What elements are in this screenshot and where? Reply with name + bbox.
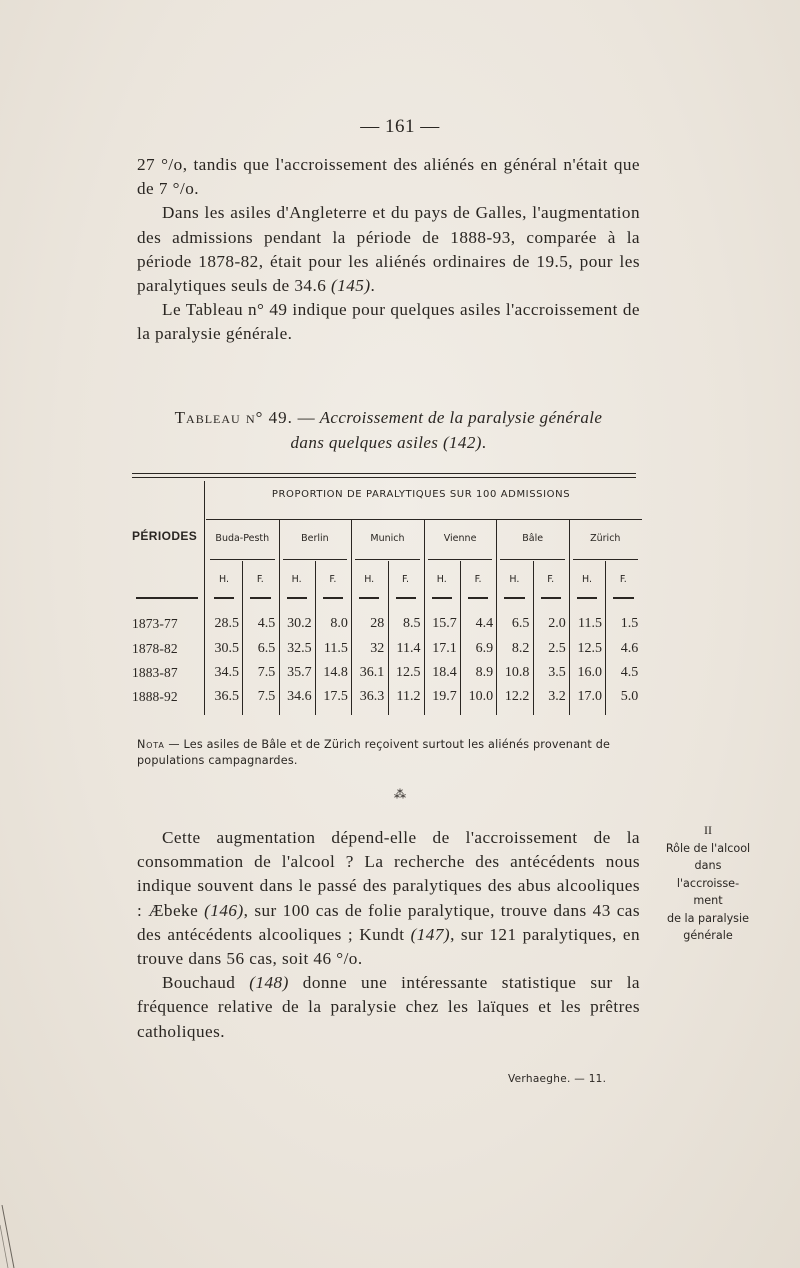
cell-r3-c1: 34.5 — [214, 665, 239, 680]
cell-r1-c3: 30.2 — [287, 616, 312, 631]
city-header-3: Munich — [370, 533, 405, 544]
cell-r3-c11: 16.0 — [577, 665, 602, 680]
sex-label-1: H. — [219, 574, 229, 585]
periods-header: PÉRIODES — [132, 529, 198, 543]
paragraph-4-text-a: Cette augmentation dépend-elle de l'accroissement de la consommation de l'alcool ? La recherche des antécédents nous indique souvent dans le passé des paralytiques des abus alcooliques : Æbeke — [137, 828, 640, 920]
table-title — [137, 405, 640, 455]
proportion-header: PROPORTION DE PARALYTIQUES SUR 100 ADMISSIONS — [271, 489, 571, 500]
sex-dash-11 — [577, 597, 597, 599]
cell-r4-c10: 3.2 — [548, 689, 566, 704]
sex-dash-12 — [613, 597, 633, 599]
periods-dash — [136, 597, 198, 599]
sex-dash-4 — [323, 597, 343, 599]
cell-r1-c2: 4.5 — [257, 616, 276, 631]
cell-r3-c9: 10.8 — [504, 665, 530, 680]
cell-r4-c6: 11.2 — [396, 689, 421, 704]
paragraph-2-text: Dans les asiles d'Angleterre et du pays de Galles, l'augmentation des admissions pendant la période de 1888-93, comparée à la période 1878-82, était pour les aliénés ordinaires de 19.5, pour les paralytiques seuls de 34.6 — [137, 203, 640, 296]
cell-r1-c5: 28 — [370, 616, 385, 631]
sex-dash-6 — [396, 597, 416, 599]
city-header-5: Bâle — [522, 533, 544, 544]
sex-label-6: F. — [402, 574, 409, 585]
margin-note-line-5: de la paralysie — [666, 911, 750, 925]
sex-dash-9 — [504, 597, 524, 599]
margin-note-line-1: Rôle de l'alcool — [665, 841, 751, 855]
sex-label-5: H. — [364, 574, 375, 585]
sex-label-10: F. — [547, 574, 555, 585]
cell-r4-c1: 36.5 — [214, 689, 239, 704]
period-1: 1873-77 — [132, 616, 178, 631]
cell-r1-c8: 4.4 — [475, 616, 494, 631]
city-header-2: Berlin — [301, 533, 329, 544]
reference-146: (146) — [204, 900, 244, 920]
sex-dash-3 — [287, 597, 307, 599]
reference-145: (145) — [331, 276, 371, 296]
city-underline-1 — [210, 559, 275, 560]
cell-r3-c10: 3.5 — [548, 665, 566, 680]
margin-note-line-6: générale — [683, 929, 733, 942]
paragraph-2 — [137, 201, 640, 298]
cell-r3-c7: 18.4 — [432, 665, 457, 680]
sex-label-2: F. — [256, 574, 264, 585]
city-header-1: Buda-Pesth — [215, 533, 270, 544]
margin-note — [648, 822, 768, 945]
cell-r2-c12: 4.6 — [620, 641, 639, 656]
margin-note-line-4: ment — [693, 894, 723, 907]
margin-note-line-3: l'accroisse- — [676, 876, 740, 890]
cell-r4-c12: 5.0 — [620, 689, 639, 704]
city-underline-4 — [428, 559, 493, 560]
table-title-end: . — [481, 433, 487, 452]
cell-r1-c7: 15.7 — [432, 616, 457, 631]
top-text — [137, 153, 640, 347]
paragraph-3: Le Tableau n° 49 indique pour quelques asiles l'accroissement de la paralysie générale. — [137, 300, 640, 344]
paragraph-5-text-a: Bouchaud — [162, 973, 250, 993]
sex-dash-10 — [541, 597, 561, 599]
city-underline-3 — [355, 559, 420, 560]
cell-r2-c8: 6.9 — [475, 641, 494, 656]
cell-r2-c11: 12.5 — [577, 641, 602, 656]
city-header-4: Vienne — [443, 533, 477, 544]
period-3: 1883-87 — [132, 665, 178, 680]
cell-r3-c5: 36.1 — [359, 665, 385, 680]
period-2: 1878-82 — [132, 641, 178, 656]
sex-label-9: H. — [509, 574, 520, 585]
note-label: Nota — [137, 738, 165, 751]
cell-r3-c3: 35.7 — [287, 665, 312, 680]
sex-dash-1 — [214, 597, 234, 599]
cell-r2-c1: 30.5 — [214, 641, 239, 656]
cell-r1-c4: 8.0 — [330, 616, 348, 631]
sex-label-3: H. — [291, 574, 302, 585]
cell-r1-c10: 2.0 — [548, 616, 566, 631]
periods-divider — [204, 481, 205, 715]
table-title-line1: Accroissement de la paralysie générale — [319, 408, 603, 427]
sex-label-11: H. — [582, 574, 592, 585]
sex-dash-8 — [468, 597, 488, 599]
paragraph-5 — [137, 971, 640, 1044]
cell-r1-c9: 6.5 — [511, 616, 530, 631]
note-text: — Les asiles de Bâle et de Zürich reçoivent surtout les aliénés provenant de populations campagnardes. — [137, 738, 611, 767]
cell-r2-c5: 32 — [370, 641, 385, 656]
sex-label-7: H. — [436, 574, 447, 585]
table-title-line2: dans quelques asiles — [290, 433, 439, 452]
margin-note-line-2: dans — [694, 859, 722, 872]
cell-r2-c7: 17.1 — [432, 641, 457, 656]
page-number: — 161 — — [360, 116, 440, 137]
table-title-dash: — — [292, 408, 320, 427]
city-underline-2 — [283, 559, 348, 560]
paragraph-2-end: . — [370, 276, 376, 296]
reference-147: (147) — [410, 924, 451, 944]
sex-dash-7 — [432, 597, 452, 599]
table-note — [137, 737, 647, 769]
table-label: Tableau n° 49. — [174, 408, 293, 427]
signature: Verhaeghe. — 11. — [508, 1073, 607, 1085]
paragraph-4-text-c: , sur 121 paralytiques, en trouve dans 56 cas, soit 46 °/o. — [137, 924, 640, 969]
asterism: ⁂ — [394, 787, 406, 801]
sex-label-12: F. — [619, 574, 627, 585]
reference-148: (148) — [249, 973, 289, 993]
paragraph-4 — [137, 826, 640, 971]
bottom-text — [137, 826, 640, 1044]
scan-edge-mark — [0, 1205, 30, 1268]
cell-r3-c2: 7.5 — [257, 665, 276, 680]
cell-r1-c1: 28.5 — [214, 616, 239, 631]
cell-r3-c4: 14.8 — [323, 665, 348, 680]
sex-dash-5 — [359, 597, 379, 599]
reference-142: (142) — [442, 433, 482, 452]
cell-r4-c11: 17.0 — [577, 689, 602, 704]
margin-note-roman: II — [704, 823, 712, 837]
city-underline-5 — [500, 559, 565, 560]
cell-r2-c2: 6.5 — [257, 641, 276, 656]
period-4: 1888-92 — [132, 689, 178, 704]
cell-r4-c9: 12.2 — [504, 689, 530, 704]
cell-r4-c5: 36.3 — [359, 689, 385, 704]
city-underline-6 — [573, 559, 638, 560]
cell-r4-c7: 19.7 — [432, 689, 457, 704]
cell-r4-c3: 34.6 — [287, 689, 312, 704]
cell-r4-c8: 10.0 — [468, 689, 494, 704]
cell-r1-c11: 11.5 — [578, 616, 602, 631]
cell-r2-c6: 11.4 — [396, 641, 421, 656]
cell-r3-c8: 8.9 — [475, 665, 494, 680]
sex-label-8: F. — [474, 574, 482, 585]
cell-r1-c6: 8.5 — [403, 616, 421, 631]
table-top-rule — [132, 473, 636, 478]
cell-r1-c12: 1.5 — [620, 616, 639, 631]
cell-r4-c2: 7.5 — [257, 689, 276, 704]
paragraph-5-text-b: donne une intéressante statistique sur la fréquence relative de la paralysie chez les laïques et les prêtres catholiques. — [137, 973, 640, 1041]
cell-r2-c3: 32.5 — [287, 641, 312, 656]
cell-r2-c10: 2.5 — [548, 641, 566, 656]
cell-r2-c4: 11.5 — [323, 641, 348, 656]
city-header-6: Zürich — [590, 533, 621, 544]
paragraph-4-text-b: , sur 100 cas de folie paralytique, trouve dans 43 cas des antécédents alcooliques ; Kundt — [137, 900, 640, 944]
cell-r4-c4: 17.5 — [323, 689, 348, 704]
cell-r3-c12: 4.5 — [620, 665, 639, 680]
paragraph-1: 27 °/o, tandis que l'accroissement des aliénés en général n'était que de 7 °/o. — [137, 155, 640, 199]
sex-dash-2 — [250, 597, 270, 599]
cell-r3-c6: 12.5 — [396, 665, 421, 680]
sex-label-4: F. — [329, 574, 337, 585]
cell-r2-c9: 8.2 — [511, 641, 530, 656]
